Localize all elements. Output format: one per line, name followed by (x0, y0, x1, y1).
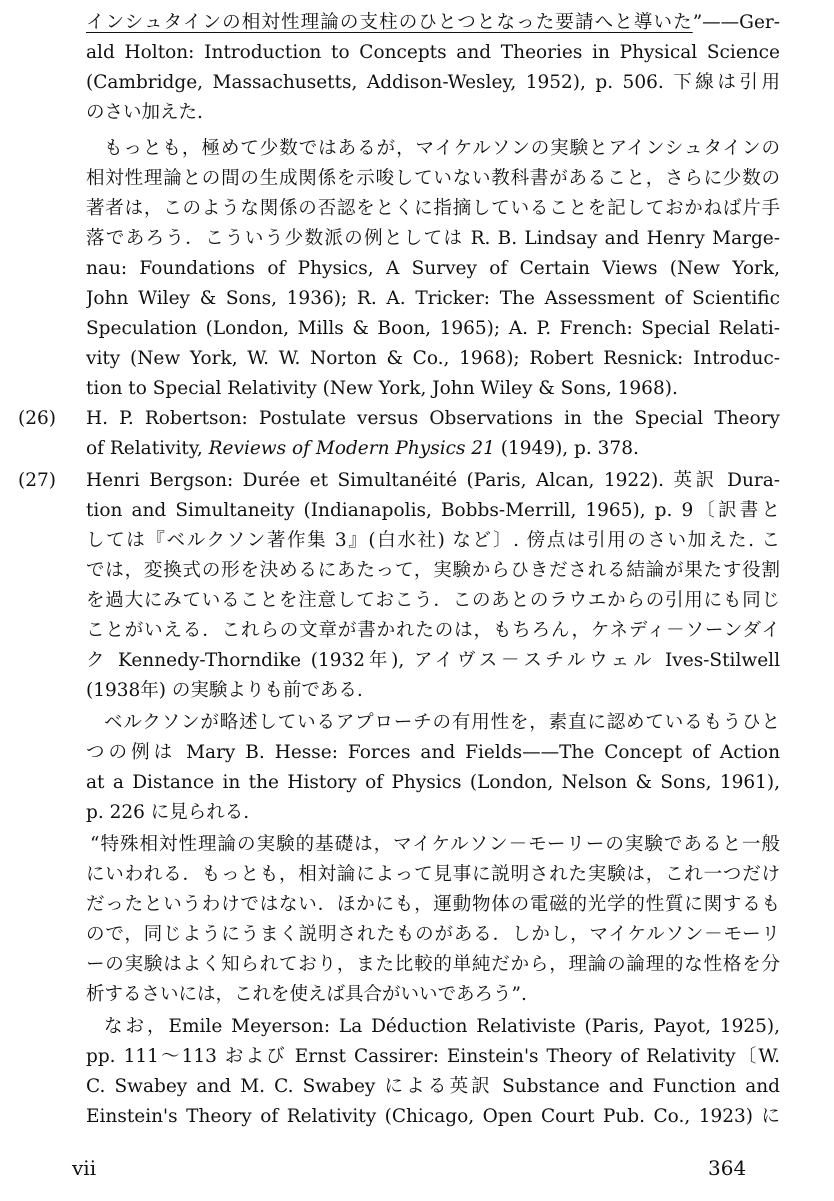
paragraph-minority-textbooks (86, 134, 780, 404)
text-line: ク Kennedy-Thorndike (1932年), アイヴス－スチルウェル Ives-Stilwell (86, 650, 780, 671)
footnote-26 (18, 404, 780, 464)
text-line: vity (New York, W. W. Norton & Co., 1968); Robert Resnick: Introduc- (86, 348, 780, 369)
text-line: John Wiley & Sons, 1936); R. A. Tricker: The Assessment of Scientific (86, 288, 780, 309)
text-line: p. 226 に見られる. (86, 802, 250, 823)
paragraph-hesse-example (86, 708, 780, 828)
text-line: のさい加えた. (86, 102, 203, 123)
text-line: (Cambridge, Massachusetts, Addison-Wesley, 1952), p. 506. 下線は引用 (86, 72, 780, 93)
text-line: つの例は Mary B. Hesse: Forces and Fields——The Concept of Action (86, 742, 780, 763)
text-line: “特殊相対性理論の実験的基礎は，マイケルソン－モーリーの実験であると一般 (90, 834, 780, 855)
text-line: 析するさいには，これを使えば具合がいいであろう”. (86, 984, 527, 1005)
text-line: H. P. Robertson: Postulate versus Observations in the Special Theory (86, 408, 780, 429)
text-line: Einstein's Theory of Relativity (Chicago, Open Court Pub. Co., 1923) に (86, 1106, 780, 1127)
text-line: だったというわけではない．ほかにも，運動物体の電磁的光学的性質に関するも (86, 894, 780, 915)
footnote-number: (27) (18, 470, 56, 491)
text-line: tion and Simultaneity (Indianapolis, Bobbs-Merrill, 1965), p. 9〔訳書と (86, 500, 780, 521)
text-line: ことがいえる．これらの文章が書かれたのは，もちろん，ケネディ－ソーンダイ (86, 620, 780, 641)
text-line: なお，Emile Meyerson: La Déduction Relativiste (Paris, Payot, 1925), (104, 1016, 780, 1037)
text-fragment: of Relativity, (86, 438, 209, 459)
text-line: Speculation (London, Mills & Boon, 1965); A. P. French: Special Relati- (86, 318, 780, 339)
journal-title: Reviews of Modern Physics 21 (208, 438, 495, 459)
text-line: tion to Special Relativity (New York, John Wiley & Sons, 1968). (86, 378, 678, 399)
footnote-number: (26) (18, 408, 56, 429)
text-line: を過大にみていることを注意しておこう．このあとのラウエからの引用にも同じ (86, 590, 780, 611)
text-line: ald Holton: Introduction to Concepts and Theories in Physical Science (86, 42, 780, 63)
roman-folio: vii (72, 1156, 97, 1180)
text-line: もっとも，極めて少数ではあるが，マイケルソンの実験とアインシュタインの (104, 138, 780, 159)
text-line: pp. 111～113 および Ernst Cassirer: Einstein's Theory of Relativity〔W. (86, 1046, 780, 1067)
text-fragment: ”——Ger- (692, 12, 780, 33)
footnote-27 (18, 466, 780, 706)
text-line: にいわれる．もっとも，相対論によって見事に説明された実験は，これ一つだけ (86, 864, 780, 885)
underlined-text: インシュタインの相対性理論の支柱のひとつとなった要請へと導いた (86, 12, 693, 33)
text-line: nau: Foundations of Physics, A Survey of Certain Views (New York, (86, 258, 780, 279)
text-line: C. Swabey and M. C. Swabey による英訳 Substance and Function and (86, 1076, 780, 1097)
text-line: では，変換式の形を決めるにあたって，実験からひきだされる結論が果たす役割 (86, 560, 780, 581)
text-line (86, 434, 780, 464)
paragraph-holton-quote-end (86, 8, 780, 128)
text-line: しては『ベルクソン著作集 3』(白水社) など〕. 傍点は引用のさい加えた. こ (86, 530, 780, 551)
text-line: at a Distance in the History of Physics (London, Nelson & Sons, 1961), (86, 772, 780, 793)
text-line: ので，同じようにうまく説明されたものがある．しかし，マイケルソン－モーリ (86, 924, 780, 945)
text-line: ベルクソンが略述しているアプローチの有用性を，素直に認めているもうひと (104, 712, 780, 733)
text-line: 著者は，このような関係の否認をとくに指摘していることを記しておかねば片手 (86, 198, 780, 219)
text-line: Henri Bergson: Durée et Simultanéité (Paris, Alcan, 1922). 英訳 Dura- (86, 470, 780, 491)
text-fragment: (1949), p. 378. (494, 438, 639, 459)
text-line (86, 8, 780, 38)
text-line: 相対性理論との間の生成関係を示唆していない教科書があること，さらに少数の (86, 168, 780, 189)
text-line: ーの実験はよく知られており，また比較的単純だから，理論の論理的な性格を分 (86, 954, 780, 975)
text-line: 落であろう．こういう少数派の例としては R. B. Lindsay and Henry Marge- (86, 228, 780, 249)
page-number: 364 (708, 1156, 747, 1180)
text-line: (1938年) の実験よりも前である. (86, 680, 363, 701)
paragraph-quotation (86, 830, 780, 1010)
paragraph-meyerson-cassirer (86, 1012, 780, 1132)
